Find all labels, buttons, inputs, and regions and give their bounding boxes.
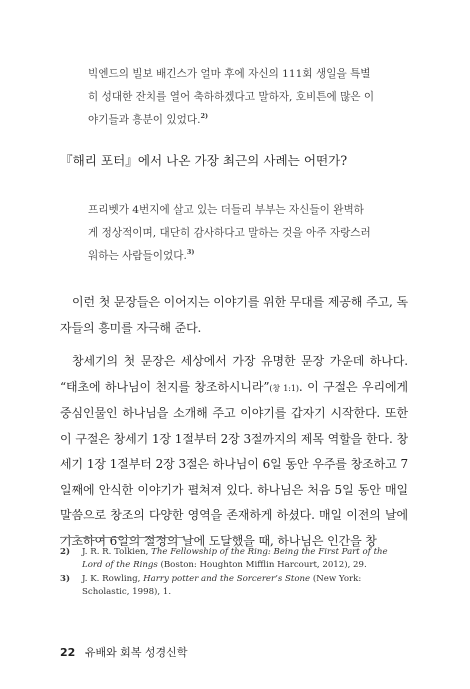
quote-line xyxy=(88,245,388,268)
footnote-book-title: The Fellowship of the Ring: Being the First Part of the Lord of the Rings xyxy=(82,547,388,570)
paragraph-1: 이런 첫 문장들은 이어지는 이야기를 위한 무대를 제공해 주고, 독자들의 흥미를 자극해 준다. xyxy=(60,295,408,335)
footnote-marker: 3) xyxy=(186,248,195,256)
block-quote-bilbo xyxy=(88,63,388,132)
quote-line xyxy=(88,109,388,132)
footnote-divider xyxy=(60,537,184,538)
paragraph-2-rest: . 이 구절은 우리에게 중심인물인 하나님을 소개해 주고 이야기를 갑자기 시작한다. 또한 이 구절은 창세기 1장 1절부터 2장 3절까지의 제목 역할을 한다. 창세기 1장 1절부터 2장 3절은 하나님이 6일 동안 우주를 창조하고 7일째에 안식한 이야기가 펼쳐져 있다. 하나님은 처음 5일 동안 매일 말씀으로 창조의 다양한 영역을 존재하게 하셨다. 매일 이전의 날에 기초하여 6일의 절정의 날에 도달했을 때, 하나님은 인간을 창 xyxy=(60,379,408,548)
footnote-book-title: Harry potter and the Sorcerer’s Stone xyxy=(143,574,311,585)
quote-text: 야기들과 흥분이 있었다. xyxy=(88,114,201,126)
page-number: 22 xyxy=(60,646,76,659)
footnote-text xyxy=(82,573,408,598)
section-question: 『해리 포터』에서 나온 가장 최근의 사례는 어떤가? xyxy=(60,153,348,168)
quote-line: 히 성대한 잔치를 열어 축하하겠다고 말하자, 호비튼에 많은 이 xyxy=(88,91,375,103)
page-footer xyxy=(60,644,187,660)
quote-line: 게 정상적이며, 대단히 감사하다고 말하는 것을 아주 자랑스러 xyxy=(88,227,371,239)
quote-text: 워하는 사람들이었다. xyxy=(88,250,187,262)
quote-line: 프리벳가 4번지에 살고 있는 더들리 부부는 자신들이 완벽하 xyxy=(88,204,364,216)
footnote-author: J. K. Rowling, xyxy=(82,574,144,585)
block-quote-dursley xyxy=(88,199,388,268)
footnote-text xyxy=(82,546,408,571)
scripture-reference: (창 1:1) xyxy=(269,383,299,393)
footnotes xyxy=(60,546,408,598)
footnote-number: 2) xyxy=(60,547,71,557)
paragraph-2-start: 창세기의 첫 문장은 세상에서 가장 유명한 문장 가운데 하나다. “태초에 하나님이 천지를 창조하시니라” xyxy=(60,354,408,394)
body-text xyxy=(60,290,408,554)
footnote-number: 3) xyxy=(60,574,71,585)
footnote-author: J. R. R. Tolkien, xyxy=(82,547,152,557)
footnote-marker: 2) xyxy=(200,112,209,120)
running-title: 유배와 회복 성경신학 xyxy=(84,646,188,659)
footnote-2 xyxy=(60,546,408,571)
footnote-3 xyxy=(60,573,408,598)
paragraph-2 xyxy=(60,349,408,554)
footnote-publication: (Boston: Houghton Mifflin Harcourt, 2012), 29. xyxy=(157,559,367,570)
footnote-publication: (New York: Scholastic, 1998), 1. xyxy=(82,574,362,597)
quote-line: 빅엔드의 빌보 배긴스가 얼마 후에 자신의 111회 생일을 특별 xyxy=(88,68,371,80)
